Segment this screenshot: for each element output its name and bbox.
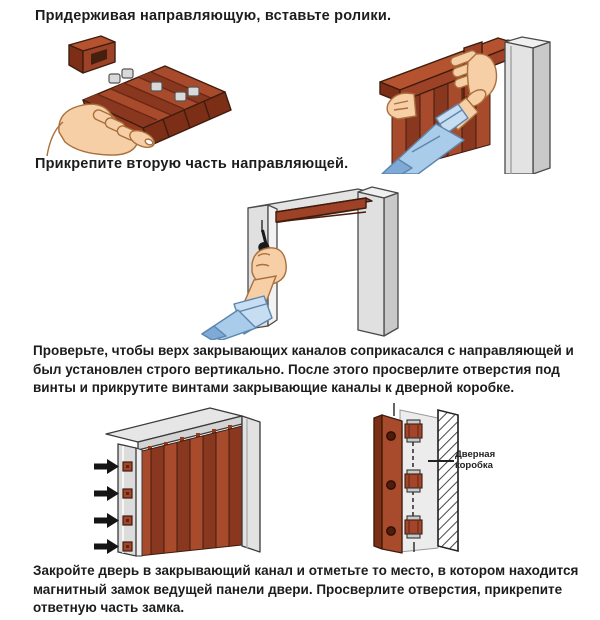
illustration-hand-holding-folded-door-with-rollers	[45, 28, 265, 160]
door-frame-hatched-section	[438, 410, 458, 551]
illustration-hands-lifting-door-into-frame	[378, 12, 596, 174]
door-frame-post	[505, 37, 550, 174]
door-frame-callout-label: Дверная коробка	[455, 449, 496, 472]
step-2-heading: Прикрепите вторую часть направляющей.	[35, 156, 349, 172]
guide-piece	[69, 36, 115, 73]
closing-channel	[374, 415, 402, 553]
closing-channel	[118, 444, 136, 556]
closing-channel-diagram	[358, 402, 500, 560]
screw-arrows	[94, 459, 119, 554]
step-1-heading: Придерживая направляющую, вставьте ролики.	[35, 8, 392, 24]
illustration-closing-channel-beside-door-frame	[358, 402, 500, 560]
side-wall	[242, 416, 260, 552]
inner-jamb	[136, 448, 142, 556]
illustration-closed-door-with-screw-arrows	[92, 402, 262, 560]
illustration-screwdriver-attaching-rail-to-frame	[198, 176, 418, 340]
magnet-brackets	[405, 420, 422, 538]
step-4-text: Закройте дверь в закрывающий канал и отметьте то место, в котором находится магнитный замок ведущей панели двери. Просверлите отверстия, прикрепите ответную часть замка.	[33, 563, 579, 616]
step-3-text: Проверьте, чтобы верх закрывающих каналов соприкасался с направляющей и был установлен строго вертикально. После этого просверлите отверстия под винты и прикрутите винтами закрывающие каналы к дверной коробке.	[33, 343, 574, 396]
